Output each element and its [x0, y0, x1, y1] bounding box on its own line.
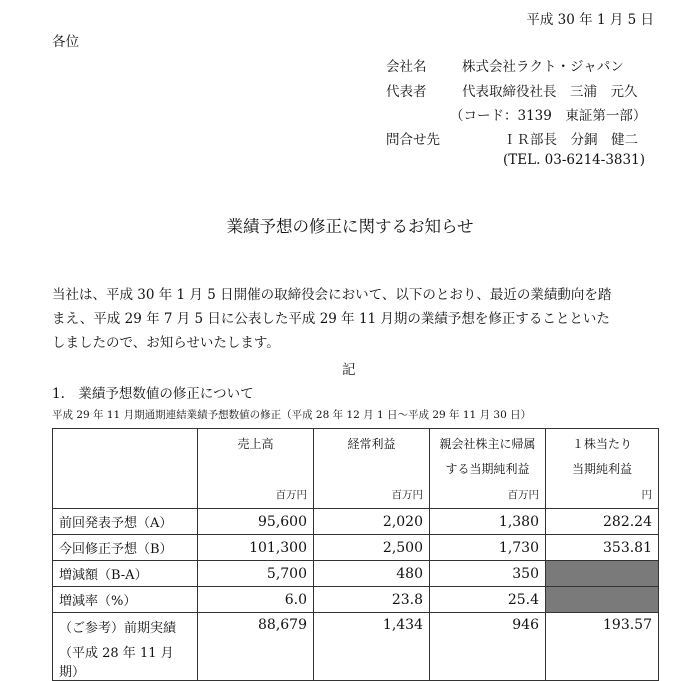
cell: 95,600 [198, 509, 314, 535]
representative-label: 代表者 [386, 84, 427, 100]
cell: 193.57 [546, 613, 659, 681]
cell: 23.8 [314, 587, 430, 613]
table-row [53, 613, 659, 681]
header-text-2: 当期純利益 [571, 462, 632, 476]
cell: 25.4 [430, 587, 546, 613]
header-net-income [430, 429, 546, 509]
contact-name: ＩＲ部長 分銅 健二 [503, 132, 638, 148]
section-heading: 1. 業績予想数値の修正について [52, 386, 254, 402]
header-ordinary-profit [314, 429, 430, 509]
contact-tel: (TEL. 03-6214-3831) [503, 152, 645, 168]
row-label: 前回発表予想（A） [53, 509, 198, 535]
cell: 6.0 [198, 587, 314, 613]
cell: 101,300 [198, 535, 314, 561]
date: 平成 30 年 1 月 5 日 [526, 12, 654, 28]
cell: 5,700 [198, 561, 314, 587]
page-title: 業績予想の修正に関するお知らせ [226, 217, 474, 236]
cell: 2,020 [314, 509, 430, 535]
ki-mark: 記 [342, 362, 356, 378]
table-row [53, 535, 659, 561]
cell: 1,730 [430, 535, 546, 561]
table-row [53, 561, 659, 587]
stock-code: （コード：3139 東証第一部） [450, 108, 647, 124]
table-header-row [53, 429, 659, 509]
representative-name: 代表取締役社長 三浦 元久 [462, 84, 638, 100]
shaded-cell [546, 561, 659, 587]
row-label: 増減額（B-A） [53, 561, 198, 587]
unit-label: 円 [641, 489, 652, 501]
cell: 350 [430, 561, 546, 587]
row-label: 増減率（%） [53, 587, 198, 613]
table-row [53, 509, 659, 535]
cell: 946 [430, 613, 546, 681]
contact-label: 問合せ先 [386, 132, 440, 148]
header-eps [546, 429, 659, 509]
header-text: 売上高 [237, 437, 274, 451]
row-label-line-2: （平成 28 年 11 月期） [59, 646, 174, 680]
cell: 88,679 [198, 613, 314, 681]
forecast-table [52, 428, 659, 681]
header-text-2: する当期純利益 [445, 462, 530, 476]
company-label: 会社名 [386, 59, 427, 75]
company-name: 株式会社ラクト・ジャパン [462, 59, 624, 75]
body-line-1: 当社は、平成 30 年 1 月 5 日開催の取締役会において、以下のとおり、最近の業績動向を踏 [52, 287, 612, 303]
cell: 282.24 [546, 509, 659, 535]
addressee: 各位 [52, 34, 79, 50]
unit-label: 百万円 [275, 489, 307, 501]
cell: 1,380 [430, 509, 546, 535]
shaded-cell [546, 587, 659, 613]
body-line-3: しましたので、お知らせいたします。 [52, 335, 280, 351]
cell: 2,500 [314, 535, 430, 561]
header-text: １株当たり [571, 437, 632, 451]
unit-label: 百万円 [391, 489, 423, 501]
row-label: 今回修正予想（B） [53, 535, 198, 561]
row-label-line-1: （ご参考）前期実績 [59, 621, 177, 636]
cell: 1,434 [314, 613, 430, 681]
unit-label: 百万円 [507, 489, 539, 501]
header-text: 親会社株主に帰属 [439, 437, 536, 451]
header-text: 経常利益 [347, 437, 396, 451]
header-blank [53, 429, 198, 509]
body-line-2: まえ、平成 29 年 7 月 5 日に公表した平成 29 年 11 月期の業績予想を修正することといた [52, 311, 610, 327]
table-row [53, 587, 659, 613]
cell: 480 [314, 561, 430, 587]
row-label [53, 613, 198, 681]
table-caption: 平成 29 年 11 月期通期連結業績予想数値の修正（平成 28 年 12 月 1 日～平成 29 年 11 月 30 日） [52, 409, 532, 421]
cell: 353.81 [546, 535, 659, 561]
header-sales [198, 429, 314, 509]
